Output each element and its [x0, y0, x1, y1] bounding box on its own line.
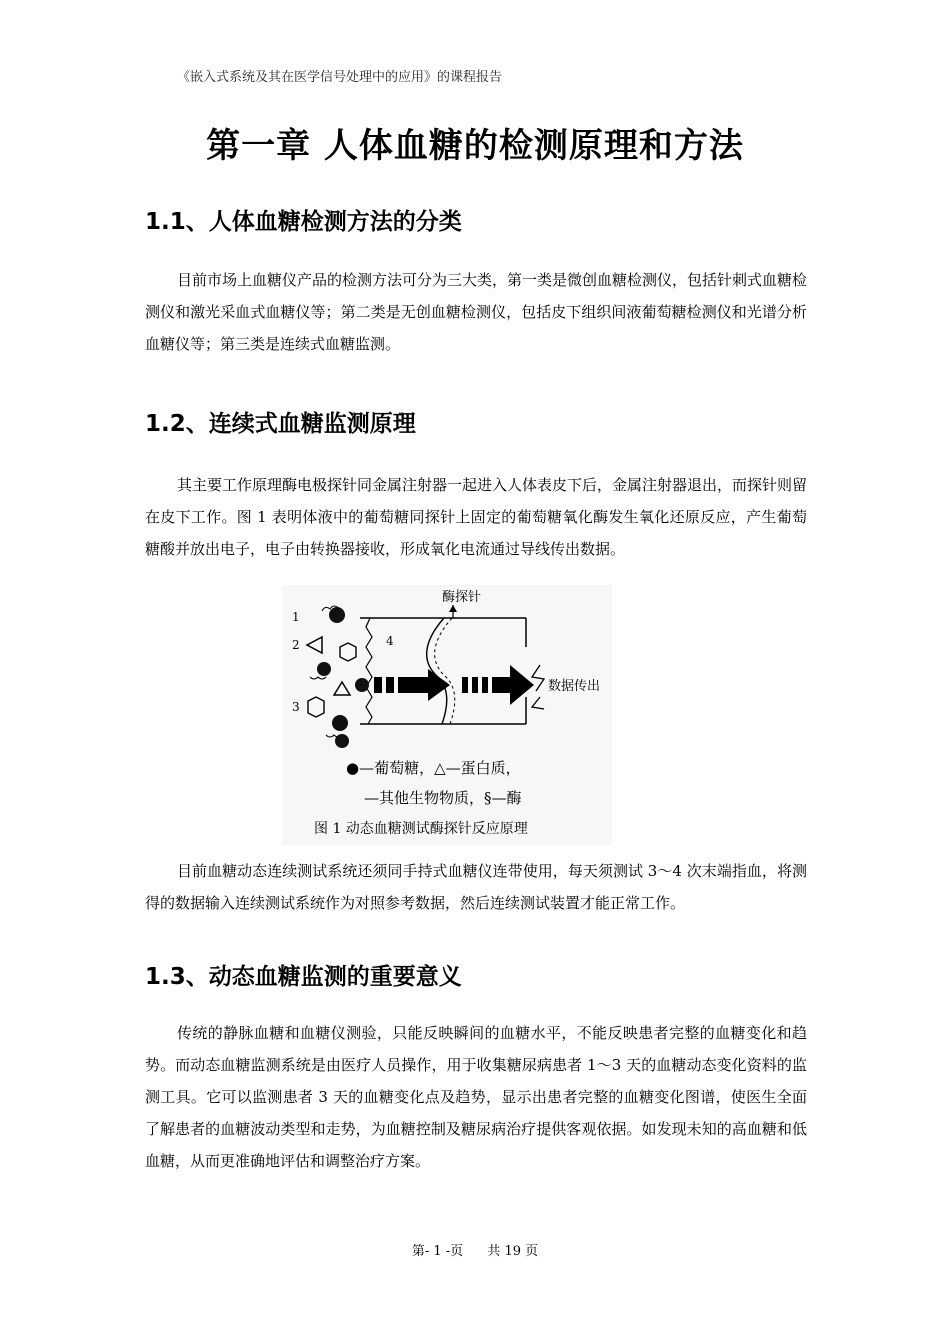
figure-caption: 图 1 动态血糖测试酶探针反应原理 — [314, 821, 528, 837]
figure-diagram — [282, 585, 612, 845]
chapter-title: 第一章 人体血糖的检测原理和方法 — [206, 126, 744, 166]
paragraph-1-1: 目前市场上血糖仪产品的检测方法可分为三大类，第一类是微创血糖检测仪，包括针刺式血糖检测仪和激光采血式血糖仪等；第二类是无创血糖检测仪，包括皮下组织间液葡萄糖检测仪和光谱分析血糖仪等；第三类是连续式血糖监测。 — [145, 271, 808, 353]
section-heading-1-1: 1.1、人体血糖检测方法的分类 — [145, 209, 462, 235]
section-heading-1-3: 1.3、动态血糖监测的重要意义 — [145, 964, 462, 990]
report-header: 《嵌入式系统及其在医学信号处理中的应用》的课程报告 — [177, 70, 503, 85]
output-label: 数据传出 — [548, 679, 601, 694]
paragraph-1-2-b: 目前血糖动态连续测试系统还须同手持式血糖仪连带使用，每天须测试 3～4 次末端指血，将测得的数据输入连续测试系统作为对照参考数据，然后连续测试装置才能正常工作。 — [145, 862, 807, 912]
row-number-1: 1 — [292, 610, 300, 624]
legend-line-1: ●—葡萄糖，△—蛋白质， — [346, 759, 521, 777]
row-number-2: 2 — [292, 638, 300, 652]
page-footer — [0, 1240, 950, 1259]
page-total: 共 19 页 — [487, 1244, 539, 1259]
legend-line-2: —其他生物物质，§—酶 — [364, 789, 522, 807]
paragraph-1-2-a: 其主要工作原理酶电极探针同金属注射器一起进入人体表皮下后，金属注射器退出，而探针则留在皮下工作。图 1 表明体液中的葡萄糖同探针上固定的葡萄糖氧化酶发生氧化还原反应，产生葡萄糖酸并放出电子，电子由转换器接收，形成氧化电流通过导线传出数据。 — [145, 476, 808, 558]
probe-label: 酶探针 — [442, 590, 482, 605]
region-number: 4 — [386, 634, 394, 648]
section-heading-1-2: 1.2、连续式血糖监测原理 — [145, 411, 416, 437]
paragraph-1-3: 传统的静脉血糖和血糖仪测验，只能反映瞬间的血糖水平，不能反映患者完整的血糖变化和趋势。而动态血糖监测系统是由医疗人员操作，用于收集糖尿病患者 1～3 天的血糖动态变化资料的监测工具。它可以监测患者 3 天的血糖变化点及趋势，显示出患者完整的血糖变化图谱，使医生全面了解患者的血糖波动类型和走势，为血糖控制及糖尿病治疗提供客观依据。如发现未知的高血糖和低血糖，从而更准确地评估和调整治疗方案。 — [145, 1024, 807, 1170]
page-number: 第- 1 -页 — [411, 1244, 464, 1259]
figure-enzyme-probe — [282, 585, 612, 845]
row-number-3: 3 — [292, 700, 300, 714]
